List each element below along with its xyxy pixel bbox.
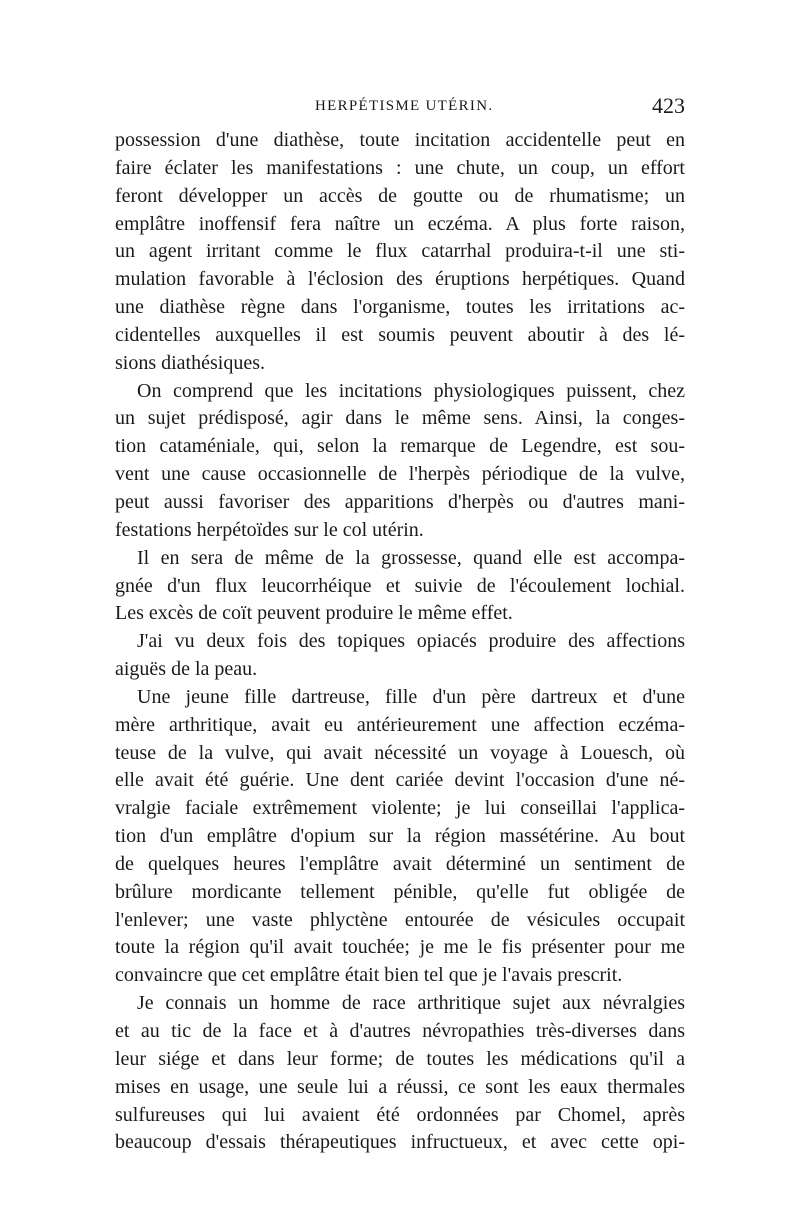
text-line: peut aussi favoriser des apparitions d'herpès ou d'autres mani- [115,490,685,513]
text-line: sulfureuses qui lui avaient été ordonnées par Chomel, après [115,1103,685,1126]
text-line: mulation favorable à l'éclosion des éruptions herpétiques. Quand [115,268,685,291]
text-line: On comprend que les incitations physiologiques puissent, chez [137,379,685,402]
text-line: mises en usage, une seule lui a réussi, ce sont les eaux thermales [115,1075,685,1098]
text-line: convaincre que cet emplâtre était bien tel que je l'avais prescrit. [115,964,623,987]
page-header [115,93,685,121]
text-line: feront développer un accès de goutte ou de rhumatisme; un [115,184,685,207]
text-line: brûlure mordicante tellement pénible, qu'elle fut obligée de [115,880,685,903]
text-line: Je connais un homme de race arthritique sujet aux névralgies [137,992,685,1015]
text-line: l'enlever; une vaste phlyctène entourée de vésicules occupait [115,908,685,931]
text-line: gnée d'un flux leucorrhéique et suivie de l'écoulement lochial. [115,574,685,597]
text-line: cidentelles auxquelles il est soumis peuvent aboutir à des lé- [115,323,685,346]
text-line: un agent irritant comme le flux catarrhal produira-t-il une sti- [115,240,685,263]
text-line: toute la région qu'il avait touchée; je me le fis présenter pour me [115,936,685,959]
text-line: Les excès de coït peuvent produire le même effet. [115,602,513,625]
text-line: sions diathésiques. [115,351,265,374]
text-line: un sujet prédisposé, agir dans le même sens. Ainsi, la conges- [115,407,685,430]
text-line: aiguës de la peau. [115,658,258,681]
text-line: faire éclater les manifestations : une chute, un coup, un effort [115,156,685,179]
text-line: et au tic de la face et à d'autres névropathies très-diverses dans [115,1020,685,1042]
text-line: vralgie faciale extrêmement violente; je lui conseillai l'applica- [115,797,685,820]
text-line: Il en sera de même de la grossesse, quand elle est accompa- [137,546,685,569]
text-line: Une jeune fille dartreuse, fille d'un père dartreux et d'une [137,685,685,708]
text-line: emplâtre inoffensif fera naître un eczéma. A plus forte raison, [115,212,685,235]
text-line: tion d'un emplâtre d'opium sur la région massétérine. Au bout [115,825,685,848]
text-line: possession d'une diathèse, toute incitation accidentelle peut en [115,129,685,151]
text-line: tion cataméniale, qui, selon la remarque de Legendre, est sou- [115,435,685,458]
text-line: de quelques heures l'emplâtre avait déterminé un sentiment de [115,852,685,875]
text-line: une diathèse règne dans l'organisme, toutes les irritations ac- [115,296,685,319]
text-line: beaucoup d'essais thérapeutiques infructueux, et avec cette opi- [115,1131,685,1154]
page-number: 423 [652,93,685,118]
text-line: festations herpétoïdes sur le col utérin. [115,518,424,541]
text-line: mère arthritique, avait eu antérieurement une affection eczéma- [115,713,685,736]
text-line: leur siége et dans leur forme; de toutes les médications qu'il a [115,1047,685,1070]
body-text [115,127,685,1157]
text-line: teuse de la vulve, qui avait nécessité un voyage à Louesch, où [115,741,685,764]
text-line: elle avait été guérie. Une dent cariée devint l'occasion d'une né- [115,769,685,792]
running-title: HERPÉTISME UTÉRIN. [315,98,494,114]
text-line: J'ai vu deux fois des topiques opiacés produire des affections [137,630,685,653]
text-line: vent une cause occasionnelle de l'herpès périodique de la vulve, [115,463,685,486]
